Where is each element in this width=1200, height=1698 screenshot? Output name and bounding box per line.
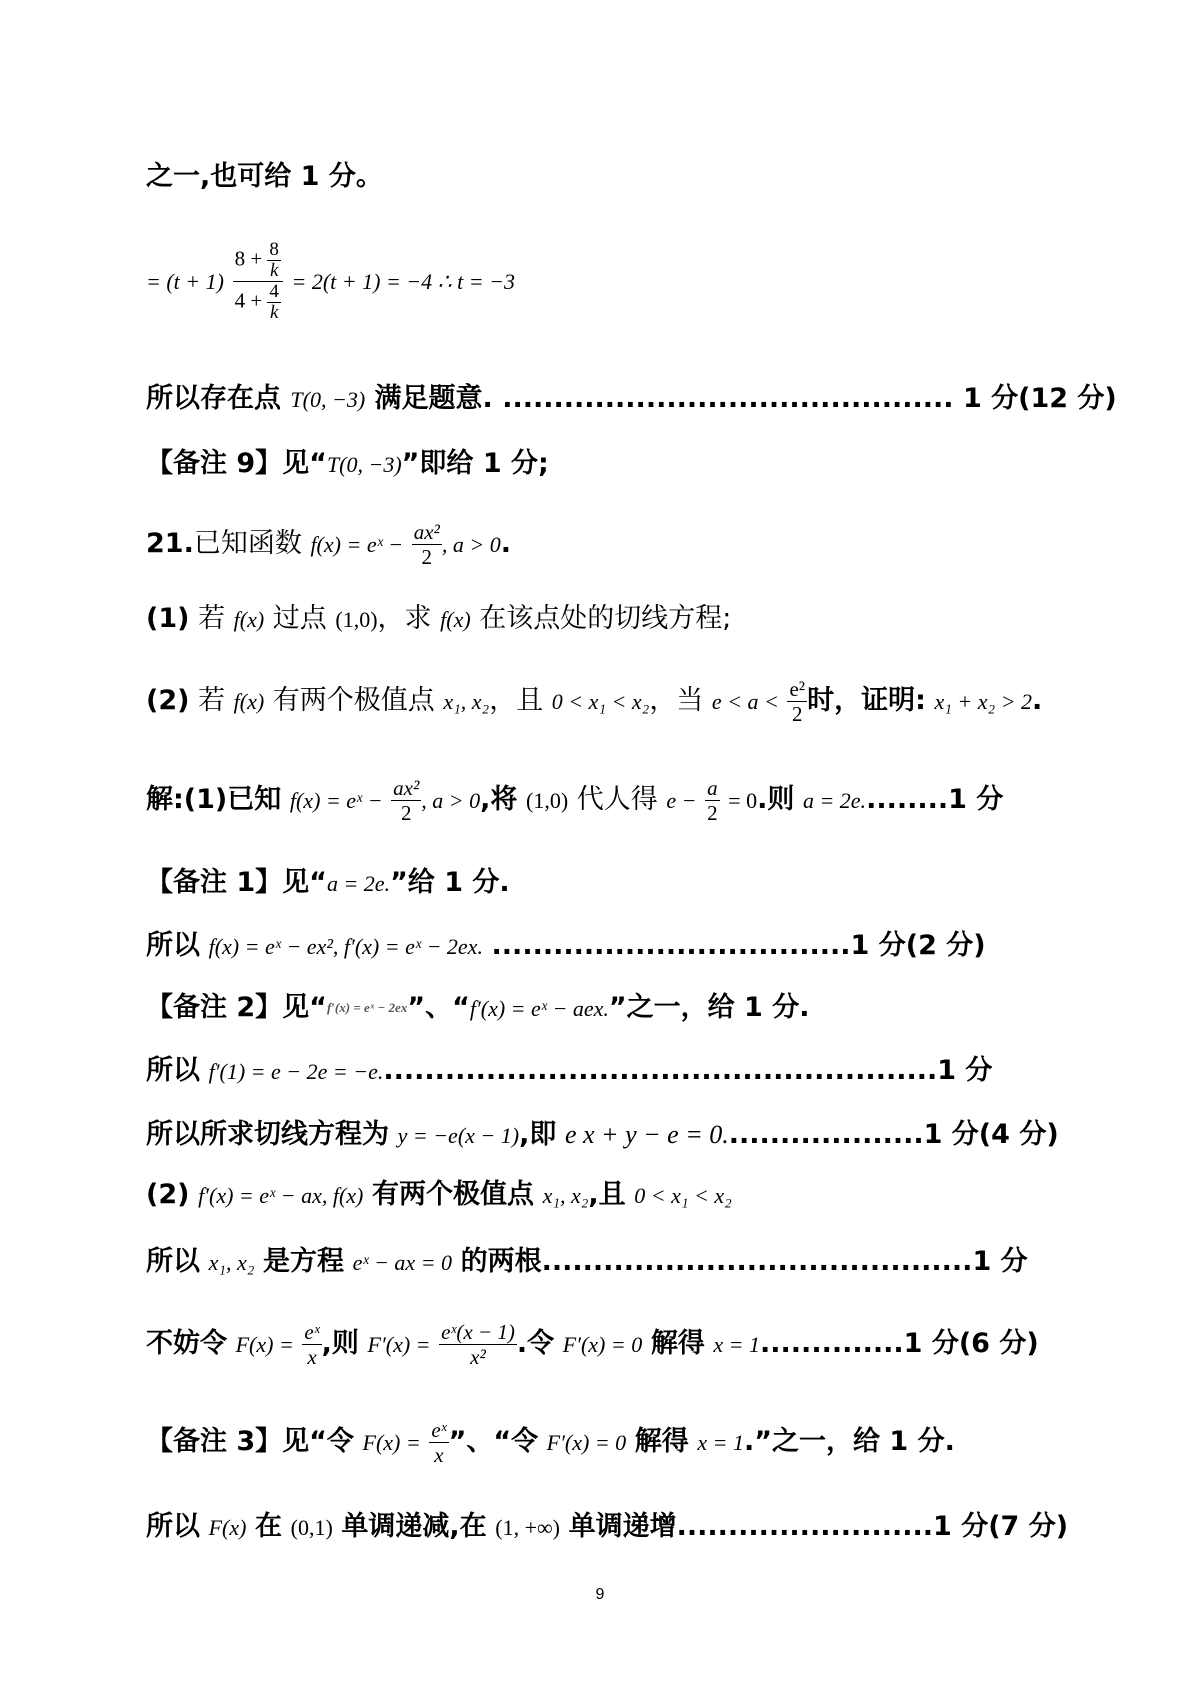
solution-line-8: 所以 F(x) 在 (0,1) 单调递减,在 (1, +∞) 单调递增.........................1 分(7 分)	[146, 1511, 1069, 1542]
eq1-lhs: = (t + 1)	[146, 269, 224, 294]
eq1-big-fraction	[233, 240, 283, 323]
solution-line-6: 所以 x₁, x₂ 是方程 eˣ − ax = 0 的两根..........................................1 分	[146, 1246, 1028, 1277]
solution-part-1: 解:(1)已知 f(x) = eˣ − $\frac{\text{ax²}}{2}$ , a > 0,将 (1,0) 代人得 e − $\frac{a}{2}$ = 0.则 a = 2e.........1 分	[146, 776, 1004, 825]
q21-2-fraction: $\frac{\text{e²}}{2}$	[789, 677, 806, 726]
question-21: 21.已知函数 f(x) = eˣ − $\frac{\text{ax²}}{2}$ , a > 0.	[146, 520, 511, 569]
text-line-1	[146, 160, 383, 194]
page-number: 9	[595, 1586, 605, 1603]
solution-line-3: 所以 f′(1) = e − 2e = −e.......................................................1 分	[146, 1055, 993, 1086]
eq1-numerator: 8 + $\frac{8}{k}$	[234, 239, 279, 281]
sol1-fraction: $\frac{\text{ax²}}{2}$	[393, 776, 420, 825]
note-9: 【备注 9】见“T(0, −3)”即给 1 分;	[146, 448, 549, 479]
note-1: 【备注 1】见“a = 2e.”给 1 分.	[146, 867, 510, 898]
note-3: 【备注 3】见“令 F(x) = $\frac{\text{eˣ}}{x}$ ”、“令 F′(x) = 0 解得 x = 1.”之一，给 1 分.	[146, 1418, 955, 1467]
note-2: 【备注 2】见“$^{f'(x) = eˣ - 2ex}$”、“f′(x) = eˣ − aex.”之一，给 1 分.	[146, 992, 810, 1023]
eq1-rhs: = 2(t + 1) = −4 ∴ t = −3	[291, 269, 515, 294]
question-number: 21.	[146, 528, 194, 559]
solution-line-4: 所以所求切线方程为 y = −e(x − 1),即 e x + y − e = 0....................1 分(4 分)	[146, 1119, 1059, 1150]
solution-part-2: (2) f′(x) = eˣ − ax, f(x) 有两个极值点 x₁, x₂,且 0 < x₁ < x₂	[146, 1179, 732, 1210]
sol7-fraction-Fprime: $\frac{\text{eˣ(x − 1)}}{\text{x²}}$	[441, 1320, 515, 1369]
question-21-part-1: (1) 若 f(x) 过点 (1,0)，求 f(x) 在该点处的切线方程;	[146, 603, 732, 634]
eq1-num-subfraction: $\frac{8}{k}$	[269, 239, 279, 281]
solution-line-7: 不妨令 F(x) = $\frac{\text{eˣ}}{x}$ ,则 F′(x) = $\frac{\text{eˣ(x − 1)}}{\text{x²}}$ .令 F′(x) = 0 解得 x = 1..............1 分(6 分)	[146, 1320, 1039, 1369]
point-T: T(0, −3)	[290, 387, 366, 412]
eq1-denominator: 4 + $\frac{4}{k}$	[233, 281, 283, 323]
line1-text: 之一,也可给 1 分。	[146, 161, 383, 192]
solution-line-2: 所以 f(x) = eˣ − ex², f′(x) = eˣ − 2ex. ...................................1 分(2 分)	[146, 930, 986, 961]
score: 1 分(12 分)	[962, 383, 1117, 414]
q21-fraction: $\frac{\text{ax²}}{2}$	[413, 520, 440, 569]
equation-t	[146, 240, 515, 323]
text-line-3: 所以存在点 T(0, −3) 满足题意. ............................................ 1 分(12 分)	[146, 383, 1117, 414]
sol7-fraction-F: $\frac{\text{eˣ}}{x}$	[304, 1320, 320, 1369]
question-21-part-2: (2) 若 f(x) 有两个极值点 x₁, x₂，且 0 < x₁ < x₂，当 e < a < $\frac{\text{e²}}{2}$ 时，证明: x₁ + x₂ > 2.	[146, 677, 1043, 726]
eq1-den-subfraction: $\frac{4}{k}$	[269, 281, 279, 323]
leader-dots: ............................................	[502, 383, 954, 414]
sol1-fraction-2: $\frac{a}{2}$	[707, 776, 718, 825]
note3-fraction: $\frac{\text{eˣ}}{x}$	[431, 1418, 447, 1467]
